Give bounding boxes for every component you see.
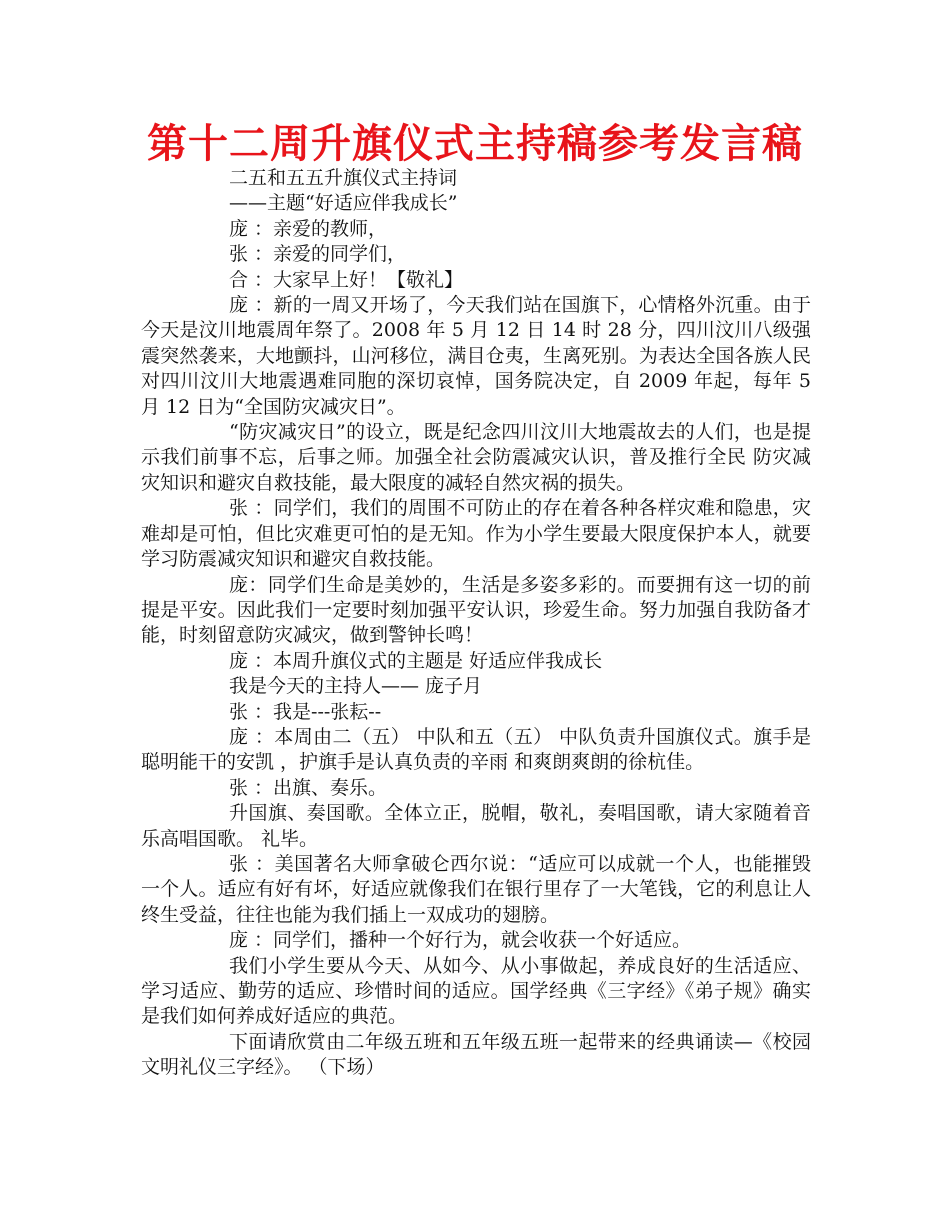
paragraph-recitation: 下面请欣赏由二年级五班和五年级五班一起带来的经典诵读—《校园文明礼仪三字经》。 （下场） [141, 1030, 811, 1079]
paragraph-quote: 张 ：美国著名大师拿破仑西尔说：“适应可以成就一个人，也能摧毁一个人。适应有好有坏，好适应就像我们在银行里存了一大笔钱，它的利息让人终生受益，往往也能为我们插上一双成功的翅膀。 [141, 852, 811, 926]
paragraph-classics: 我们小学生要从今天、从如今、从小事做起，养成良好的生活适应、学习适应、勤劳的适应、珍惜时间的适应。国学经典《三字经》《弟子规》确实是我们如何养成好适应的典范。 [141, 954, 811, 1028]
paragraph-greeting-teachers: 庞 ：亲爱的教师， [229, 217, 388, 240]
paragraph-theme: ——主题“好适应伴我成长” [229, 192, 458, 215]
document-body [141, 166, 818, 1081]
paragraph-safety-knowledge: 张 ：同学们，我们的周围不可防止的存在着各种各样灾难和隐患，灾难却是可怕，但比灾难更可怕的是无知。作为小学生要最大限度保护本人，就要学习防震减灾知识和避灾自救技能。 [141, 497, 811, 571]
document-title: 第十二周升旗仪式主持稿参考发言稿 [147, 121, 803, 167]
paragraph-good-habit: 庞 ：同学们，播种一个好行为，就会收获一个好适应。 [229, 929, 692, 952]
paragraph-host-pang: 我是今天的主持人—— 庞子月 [229, 675, 483, 698]
paragraph-greeting-all: 合 ：大家早上好！【敬礼】 [229, 268, 464, 291]
paragraph-earthquake-memorial: 庞 ：新的一周又开场了，今天我们站在国旗下，心情格外沉重。由于今天是汶川地震周年祭了。2008 年 5 月 12 日 14 时 28 分，四川汶川八级强震突然袭来，大地颤抖，山河移位，满目仓夷，生离死别。为表达全国各族人民对四川汶川大地震遇难同胞的深切哀悼，国务院决定，自 2009 年起，每年 5 月 12 日为“全国防灾减灾日”。 [141, 294, 818, 418]
paragraph-flag-out: 张 ：出旗、奏乐。 [229, 776, 388, 799]
paragraph-disaster-day: “防灾减灾日”的设立，既是纪念四川汶川大地震故去的人们，也是提示我们前事不忘，后事之师。加强全社会防震减灾认识，普及推行全民 防灾减灾知识和避灾自救技能，最大限度的减轻自然灾祸的损失。 [141, 421, 811, 494]
paragraph-flag-team: 庞 ：本周由二（五） 中队和五（五） 中队负责升国旗仪式。旗手是聪明能干的安凯 ，护旗手是认真负责的辛雨 和爽朗爽朗的徐杭佳。 [141, 725, 811, 774]
paragraph-anthem: 升国旗、奏国歌。全体立正，脱帽，敬礼，奏唱国歌，请大家随着音乐高唱国歌。 礼毕。 [141, 802, 811, 850]
paragraph-heading: 二五和五五升旗仪式主持词 [229, 167, 458, 189]
paragraph-host-zhang: 张 ：我是---张耘-- [229, 700, 382, 723]
paragraph-greeting-students: 张 ：亲爱的同学们， [229, 243, 407, 266]
paragraph-cherish-life: 庞：同学们生命是美妙的，生活是多姿多彩的。而要拥有这一切的前提是平安。因此我们一定要时刻加强平安认识，珍爱生命。努力加强自我防备才能，时刻留意防灾减灾，做到警钟长鸣！ [141, 573, 811, 647]
paragraph-week-theme: 庞 ：本周升旗仪式的主题是 好适应伴我成长 [229, 649, 603, 672]
